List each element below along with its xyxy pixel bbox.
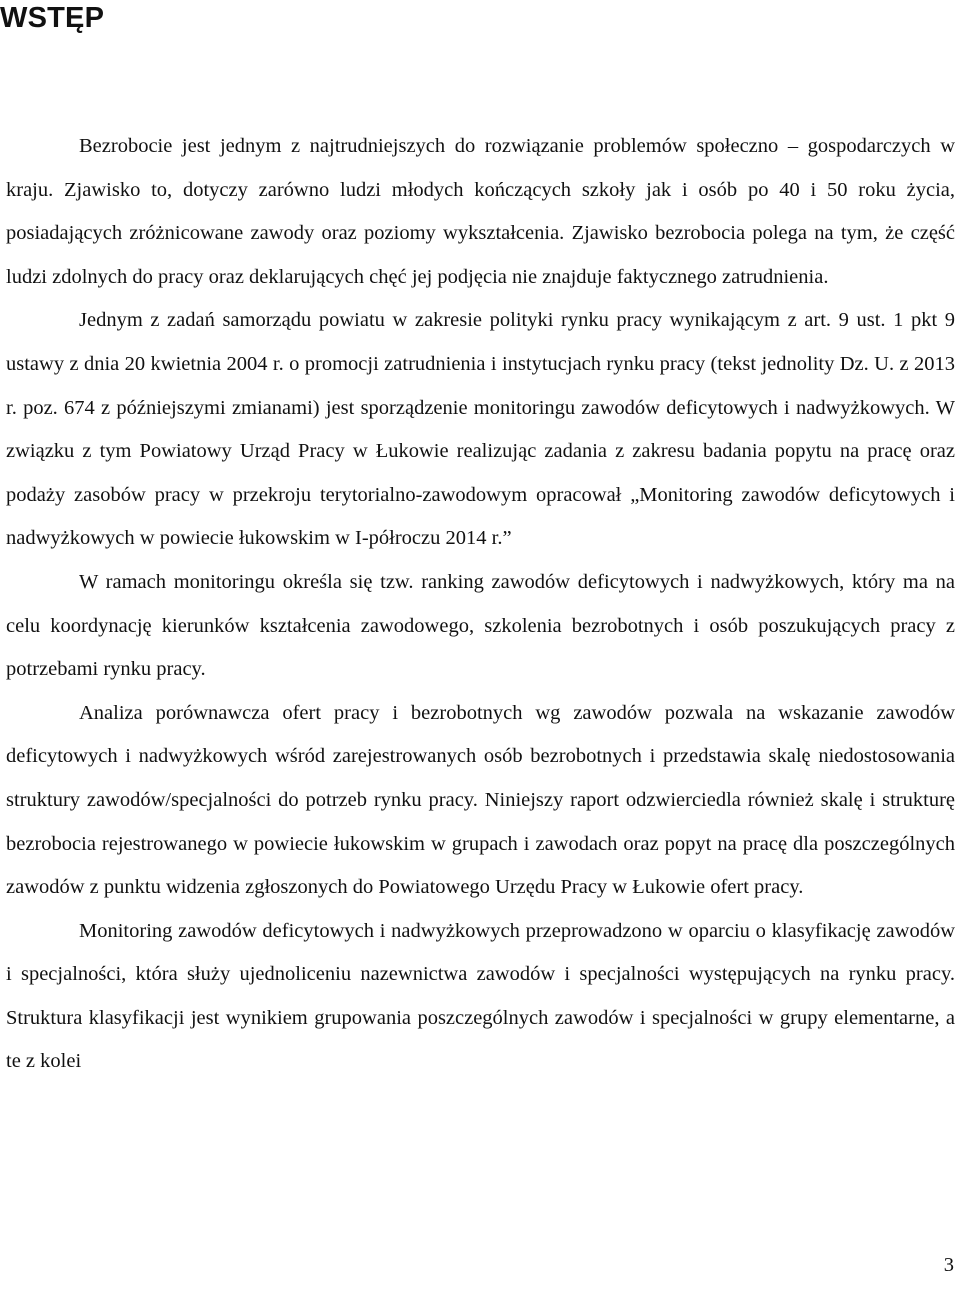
page-title: WSTĘP: [0, 2, 105, 34]
paragraph-ranking: W ramach monitoringu określa się tzw. ranking zawodów deficytowych i nadwyżkowych, który ma na celu koordynację kierunków kształcenia zawodowego, szkolenia bezrobotnych i osób poszukujących pracy z potrzebami rynku pracy.: [6, 570, 955, 681]
paragraph-intro: Bezrobocie jest jednym z najtrudniejszych do rozwiązanie problemów społeczno – gospodarczych w kraju. Zjawisko to, dotyczy zarówno ludzi młodych kończących szkoły jak i osób po 40 i 50 roku życia, posiadających zróżnicowane zawody oraz poziomy wykształcenia. Zjawisko bezrobocia polega na tym, że część ludzi zdolnych do pracy oraz deklarujących chęć jej podjęcia nie znajduje faktycznego zatrudnienia.: [6, 135, 955, 288]
paragraph-legal-basis: Jednym z zadań samorządu powiatu w zakresie polityki rynku pracy wynikającym z art. 9 ust. 1 pkt 9 ustawy z dnia 20 kwietnia 2004 r. o promocji zatrudnienia i instytucjach rynku pracy (tekst jednolity Dz. U. z 2013 r. poz. 674 z późniejszymi zmianami) jest sporządzenie monitoringu zawodów deficytowych i nadwyżkowych. W związku z tym Powiatowy Urząd Pracy w Łukowie realizując zadania z zakresu badania popytu na pracę oraz podaży zasobów pracy w przekroju terytorialno-zawodowym opracował „Monitoring zawodów deficytowych i nadwyżkowych w powiecie łukowskim w I-półroczu 2014 r.”: [6, 309, 955, 550]
page-number: 3: [943, 1254, 954, 1276]
paragraph-classification: Monitoring zawodów deficytowych i nadwyżkowych przeprowadzono w oparciu o klasyfikację zawodów i specjalności, która służy ujednoliceniu nazewnictwa zawodów i specjalności występujących na rynku pracy. Struktura klasyfikacji jest wynikiem grupowania poszczególnych zawodów i specjalności w grupy elementarne, a te z kolei: [6, 919, 955, 1073]
paragraph-analysis: Analiza porównawcza ofert pracy i bezrobotnych wg zawodów pozwala na wskazanie zawodów deficytowych i nadwyżkowych wśród zarejestrowanych osób bezrobotnych i przedstawia skalę niedostosowania struktury zawodów/specjalności do potrzeb rynku pracy. Niniejszy raport odzwierciedla również skalę i strukturę bezrobocia rejestrowanego w powiecie łukowskim w grupach i zawodach oraz popyt na pracę dla poszczególnych zawodów z punktu widzenia zgłoszonych do Powiatowego Urzędu Pracy w Łukowie ofert pracy.: [6, 701, 955, 899]
document-body: [6, 125, 955, 1084]
